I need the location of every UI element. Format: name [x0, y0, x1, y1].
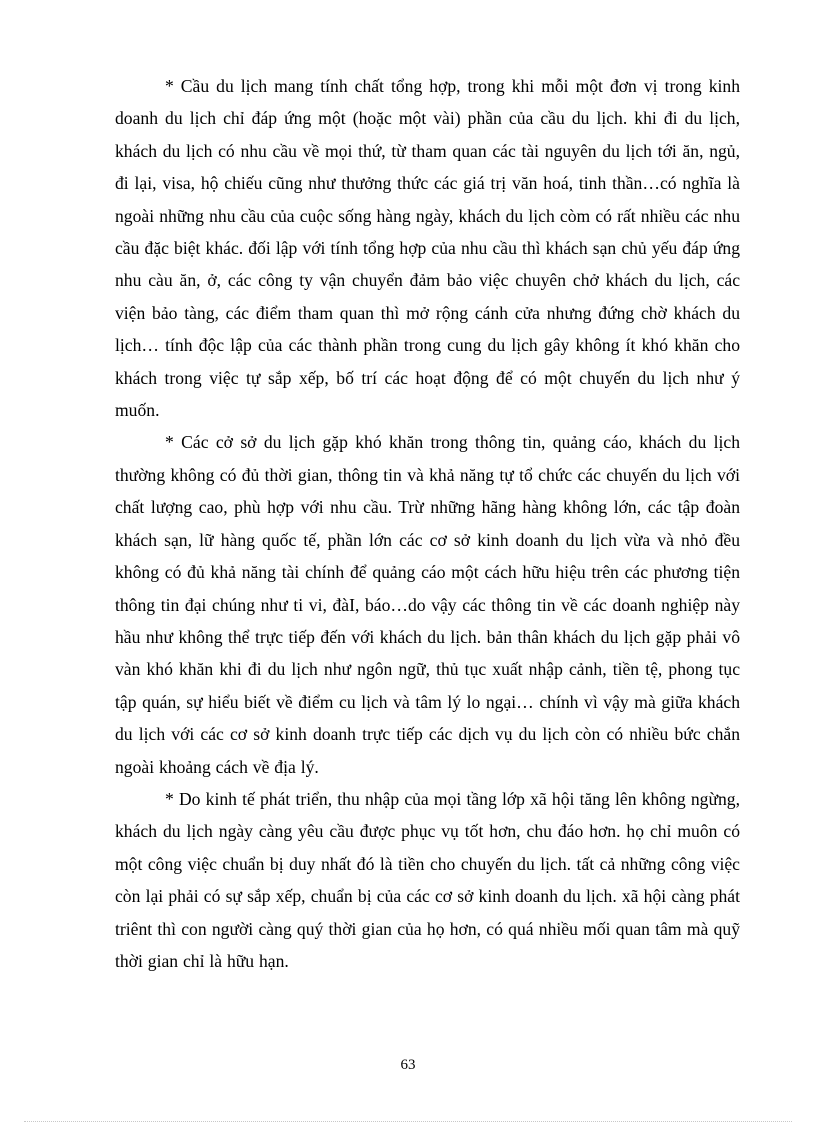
- paragraph-information-advertising: * Các cở sở du lịch gặp khó khăn trong thông tin, quảng cáo, khách du lịch thường không có đủ thời gian, thông tin và khả năng tự tổ chức các chuyến du lịch với chất lượng cao, phù hợp với nhu cầu. Trừ những hãng hàng không lớn, các tập đoàn khách sạn, lữ hàng quốc tế, phần lớn các cơ sở kinh doanh du lịch vừa và nhỏ đều không có đủ khả năng tài chính để quảng cáo một cách hữu hiệu trên các phương tiện thông tin đại chúng như ti vi, đàI, báo…do vậy các thông tin về các doanh nghiệp này hầu như không thể trực tiếp đến với khách du lịch. bản thân khách du lịch gặp phải vô vàn khó khăn khi đi du lịch như ngôn ngữ, thủ tục xuất nhập cảnh, tiền tệ, phong tục tập quán, sự hiểu biết về điểm cu lịch và tâm lý lo ngại… chính vì vậy mà giữa khách du lịch với các cơ sở kinh doanh trực tiếp các dịch vụ du lịch còn có nhiều bức chắn ngoài khoảng cách về địa lý.: [115, 432, 740, 777]
- body-text: [115, 70, 740, 977]
- page-number: 63: [400, 1057, 416, 1073]
- paragraph-economic-development: * Do kinh tế phát triển, thu nhập của mọi tầng lớp xã hội tăng lên không ngừng, khách du lịch ngày càng yêu cầu được phục vụ tốt hơn, chu đáo hơn. họ chỉ muôn có một công việc chuẩn bị duy nhất đó là tiền cho chuyến du lịch. tất cả những công việc còn lại phải có sự sắp xếp, chuẩn bị của các cơ sở kinh doanh du lịch. xã hội càng phát triênt thì con người càng quý thời gian của họ hơn, có quá nhiều mối quan tâm mà quỹ thời gian chỉ là hữu hạn.: [115, 788, 740, 971]
- page-bottom-divider: [24, 1121, 792, 1122]
- paragraph-tourism-demand-synthesis: * Cầu du lịch mang tính chất tổng hợp, trong khi mỗi một đơn vị trong kinh doanh du lịch chỉ đáp ứng một (hoặc một vài) phần của cầu du lịch. khi đi du lịch, khách du lịch có nhu cầu về mọi thứ, từ tham quan các tài nguyên du lịch tới ăn, ngủ, đi lại, visa, hộ chiếu cũng như thưởng thức các giá trị văn hoá, tinh thần…có nghĩa là ngoài những nhu cầu của cuộc sống hàng ngày, khách du lịch còm có rất nhiều các nhu cầu đặc biệt khác. đối lập với tính tổng hợp của nhu cầu thì khách sạn chủ yếu đáp ứng nhu càu ăn, ở, các công ty vận chuyển đảm bảo việc chuyên chở khách du lịch, các viện bảo tàng, các điểm tham quan thì mở rộng cánh cửa nhưng đứng chờ khách du lịch… tính độc lập của các thành phần trong cung du lịch gây không ít khó khăn cho khách trong việc tự sắp xếp, bố trí các hoạt động để có một chuyến du lịch như ý muốn.: [115, 76, 740, 421]
